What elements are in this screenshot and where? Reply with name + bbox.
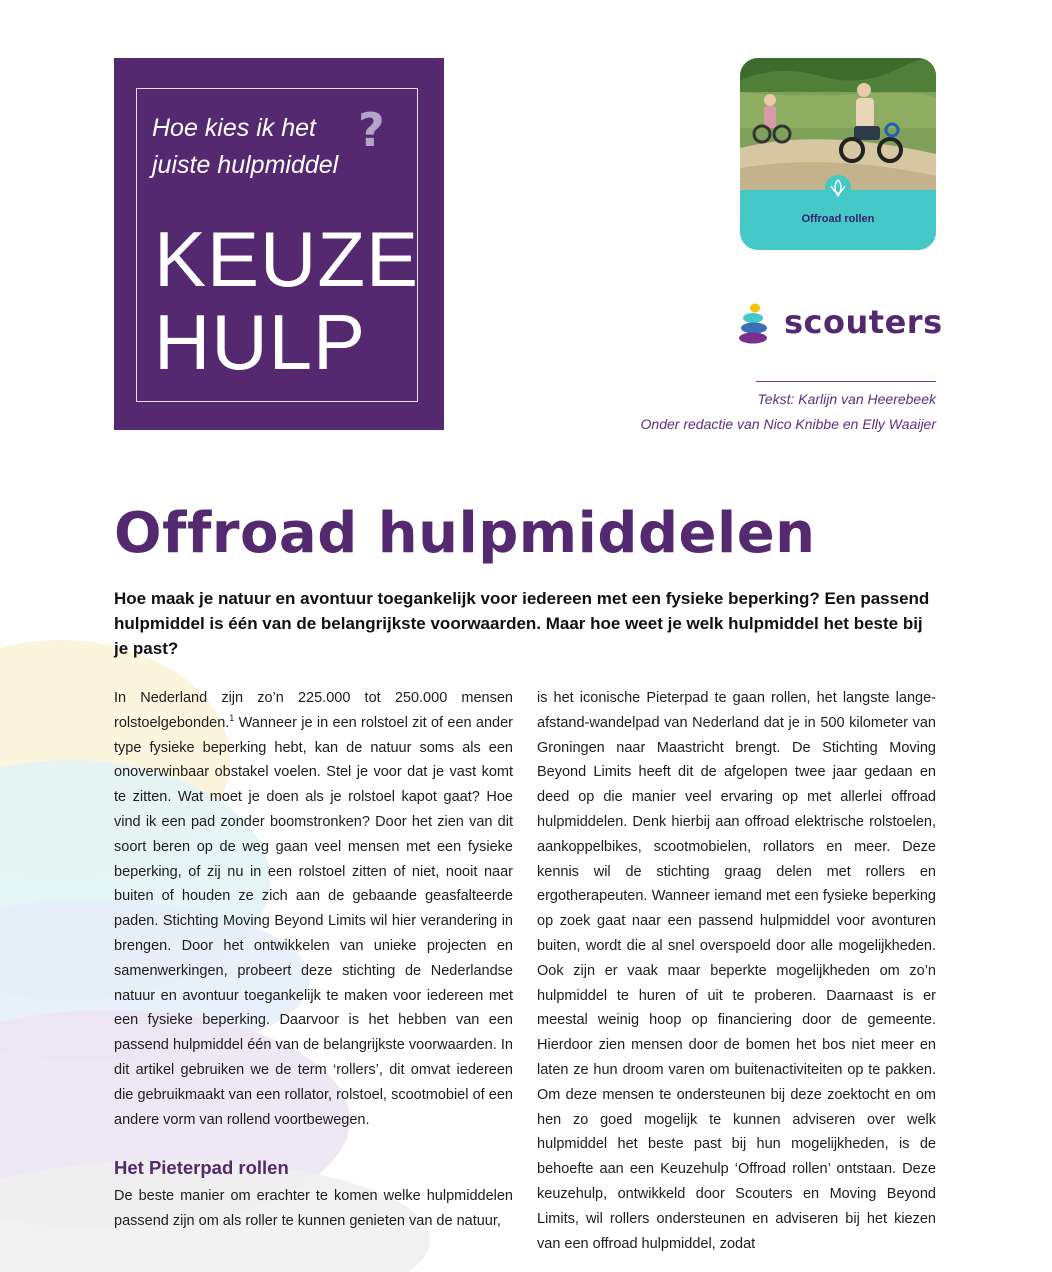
cover-title-line2: HULP — [154, 298, 367, 386]
right-paragraph: is het iconische Pieterpad te gaan rollen, het langste lange-afstand-wandelpad van Nederland dat je in 500 kilometer van Groningen naar Maastricht brengt. De Stichting Moving Beyond Limits heeft dit de afgelopen twee jaar gedaan en deed op die manier veel ervaring op met allerlei offroad hulpmiddelen. Denk hierbij aan offroad elektrische rolstoelen, aankoppelbikes, scootmobielen, rollators en meer. Deze kennis wil de stichting graag delen met rollers en ergotherapeuten. Wanneer iemand met een fysieke beperking op zoek gaat naar een passend hulpmiddel voor avonturen buiten, wordt die al snel overspoeld door alle mogelijkheden. Ook zijn er vaak maar beperkte mogelijkheden om zo’n hulpmiddel te huren of uit te proberen. Daarnaast is er meestal weinig hoop op financiering door de gemeente. Hierdoor zien mensen door de bomen het bos niet meer en laten ze hun droom varen om buitenactiviteiten op te pakken. Om deze mensen te ondersteunen bij deze zoektocht en om hen zo goed mogelijk te kunnen adviseren over welk hulpmiddel het beste past bij hun mogelijkheden, is de behoefte aan een Keuzehulp ‘Offroad rollen’ ontstaan. Deze keuzehulp, ontwikkeld door Scouters en Moving Beyond Limits, wil rollers ondersteunen en adviseren bij het kiezen van een offroad hulpmiddel, zodat — [537, 690, 936, 1252]
offroad-card — [740, 58, 936, 250]
left-paragraph-1 — [114, 686, 513, 1132]
cover-title — [154, 215, 420, 386]
section-heading: Het Pieterpad rollen — [114, 1157, 289, 1178]
paragraph-1-start: In Nederland zijn zo’n 225.000 tot 250.000 mensen rolstoelgebonden. — [114, 690, 513, 731]
paragraph-1-rest: Wanneer je in een rolstoel zit of een ander type fysieke beperking hebt, kan de natuur soms als een onoverwinbaar obstakel voelen. Stel je voor dat je vast komt te zitten. Wat moet je doen als je rolstoel kapot gaat? Hoe vind ik een pad zonder boomstronken? Door het zien van dit soort beren op de weg gaan veel mensen met een fysieke beperking, of zij nu in een rolstoel zitten of niet, nooit naar buiten of houden ze zich aan de gebaande geasfalteerde paden. Stichting Moving Beyond Limits wil hier verandering in brengen. Door het ontwikkelen van unieke projecten en samenwerkingen, probeert deze stichting de Nederlandse natuur en avontuur toegankelijk te maken voor iedereen met een fysieke beperking. Daarvoor is het hebben van een passend hulpmiddel één van de belangrijkste voorwaarden. In dit artikel gebruiken we de term ‘rollers’, dit omvat iedereen die gebruikmaakt van een rollator, rolstoel, scootmobiel of een andere vorm van rollend voortbewegen. — [114, 714, 513, 1128]
cover-question-line2: juiste hulpmiddel — [152, 151, 339, 179]
author-credit: Tekst: Karlijn van Heerebeek — [757, 391, 936, 407]
cover-question-line1: Hoe kies ik het — [152, 114, 316, 142]
credits-rule — [756, 381, 936, 382]
footnote-marker: 1 — [229, 712, 235, 723]
left-column-continued — [114, 1184, 513, 1234]
leaf-icon — [824, 174, 852, 202]
right-column — [537, 686, 936, 1256]
left-column — [114, 686, 513, 1132]
card-photo — [740, 58, 936, 190]
editors-credit: Onder redactie van Nico Knibbe en Elly Waaijer — [640, 416, 936, 432]
left-paragraph-2: De beste manier om erachter te komen welke hulpmiddelen passend zijn om als roller te kunnen genieten van de natuur, — [114, 1188, 513, 1229]
logo-text: scouters — [784, 303, 943, 341]
article-lead: Hoe maak je natuur en avontuur toegankelijk voor iedereen met een fysieke beperking? Een passend hulpmiddel is één van de belangrijkste voorwaarden. Maar hoe weet je welk hulpmiddel het beste bij je past? — [114, 589, 930, 658]
question-mark-icon: ? — [358, 103, 385, 157]
cover-title-line1: KEUZE — [154, 215, 420, 303]
scouters-logo — [738, 302, 943, 344]
cover-box — [114, 58, 444, 430]
cover-question — [152, 110, 372, 184]
article-title: Offroad hulpmiddelen — [114, 501, 816, 566]
stones-logo-icon — [738, 302, 770, 344]
card-label: Offroad rollen — [801, 213, 875, 225]
